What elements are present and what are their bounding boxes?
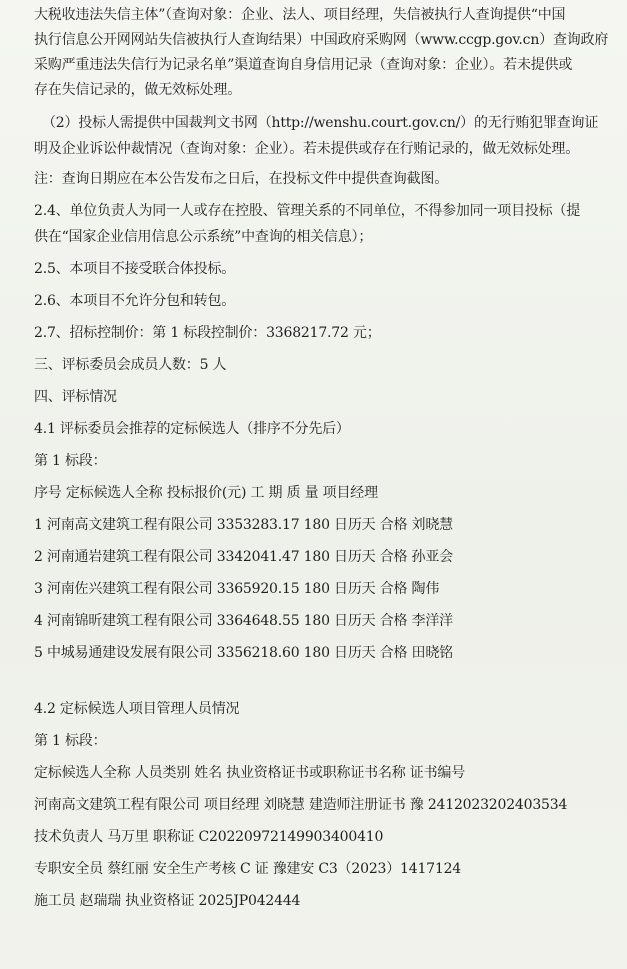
text-line: 2.6、本项目不允许分包和转包。 — [34, 293, 236, 309]
text-line: 1 河南高文建筑工程有限公司 3353283.17 180 日历天 合格 刘晓慧 — [34, 517, 453, 533]
text-line: （2）投标人需提供中国裁判文书网（http://wenshu.court.gov.cn/）的无行贿犯罪查询证 — [42, 115, 599, 131]
text-line: 河南高文建筑工程有限公司 项目经理 刘晓慧 建造师注册证书 豫 241202320240353​4 — [34, 797, 568, 813]
text-line: 三、评标委员会成员人数：5 人 — [34, 357, 227, 373]
text-line: 供在“国家企业信用信息公示系统”中查询的相关信息）； — [34, 229, 373, 245]
text-line: 2.7、招标控制价：第 1 标段控制价：3368217.72 元； — [34, 325, 381, 341]
text-line: 序号 定标候选人全称 投标报价(元) 工 期 质 量 项目经理 — [34, 485, 378, 501]
text-line: 专职安全员 蔡红丽 安全生产考核 C 证 豫建安 C3（2023）1417124 — [34, 861, 462, 877]
text-line: 第 1 标段： — [34, 733, 107, 749]
text-line: 四、评标情况 — [34, 389, 117, 405]
text-line: 大税收违法失信主体”（查询对象：企业、法人、项目经理，失信被执行人查询提供“中国 — [34, 7, 566, 23]
text-line: 4.1 评标委员会推荐的定标候选人（排序不分先后） — [34, 421, 350, 437]
text-line: 2 河南通岩建筑工程有限公司 3342041.47 180 日历天 合格 孙亚会 — [34, 549, 453, 565]
text-line: 施工员 赵瑞瑞 执业资格证 2025JP042444 — [34, 893, 301, 909]
text-line: 注：查询日期应在本公告发布之日后，在投标文件中提供查询截图。 — [34, 171, 448, 187]
text-line: 第 1 标段： — [34, 453, 107, 469]
text-line: 明及企业诉讼仲裁情况（查询对象：企业）。若未提供或存在行贿记录的，做无效标处理。 — [34, 141, 579, 157]
text-line: 存在失信记录的，做无效标处理。 — [34, 82, 241, 98]
text-line: 5 中城易通建设发展有限公司 3356218.60 180 日历天 合格 田晓铭 — [34, 645, 453, 661]
text-line: 2.4、单位负责人为同一人或存在控股、管理关系的不同单位，不得参加同一项目投标（提 — [34, 203, 581, 219]
text-line: 采购严重违法失信行为记录名单”渠道查询自身信用记录（查询对象：企业）。若未提供或 — [34, 57, 573, 73]
text-line: 4.2 定标候选人项目管理人员情况 — [34, 701, 240, 717]
text-line: 2.5、本项目不接受联合体投标。 — [34, 261, 236, 277]
text-line: 技术负责人 马万里 职称证 C20220972149903400410 — [34, 829, 384, 845]
text-line: 3 河南佐兴建筑工程有限公司 3365920.15 180 日历天 合格 陶伟 — [34, 581, 440, 597]
text-line: 4 河南锦昕建筑工程有限公司 3364648.55 180 日历天 合格 李洋洋 — [34, 613, 453, 629]
text-line: 执行信息公开网网站失信被执行人查询结果）中国政府采购网（www.ccgp.gov.cn）查询政府 — [34, 32, 609, 48]
text-line: 定标候选人全称 人员类别 姓名 执业资格证书或职称证书名称 证书编号 — [34, 765, 465, 781]
